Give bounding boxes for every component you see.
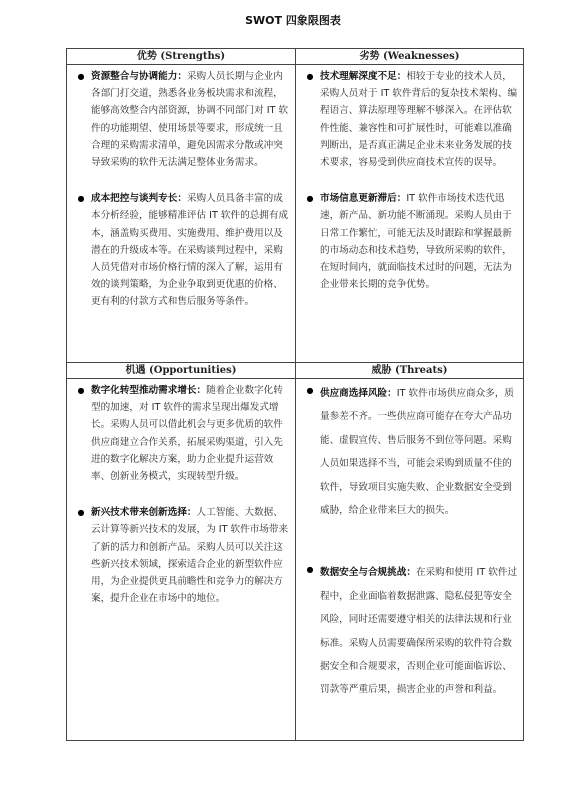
weakness-body: IT 软件市场技术迭代迅速，新产品、新功能不断涌现。采购人员由于日常工作繁忙，可能无法及时跟踪和掌握最新的市场动态和技术趋势，导致所采购的软件，在短时间内，就面临技术过时的问题，无法为企业带来长期的竞争优势。: [320, 193, 512, 291]
weaknesses-header: 劣势 (Weaknesses): [296, 49, 524, 65]
bullet-icon: ●: [77, 72, 85, 81]
weakness-body: 相较于专业的技术人员，采购人员对于 IT 软件背后的复杂技术架构、编程语言、算法原理等理解不够深入。在评估软件性能、兼容性和可扩展性时，可能难以准确判断出，是否真正满足企业未来业务发展的技术要求，容易受到供应商技术宣传的误导。: [320, 71, 518, 169]
bullet-icon: ●: [77, 508, 85, 518]
threat-item: [296, 558, 523, 701]
weakness-item: [296, 187, 523, 293]
item-spacer: [296, 171, 523, 187]
strength-title: 成本把控与谈判专长：: [91, 193, 187, 205]
weakness-item: [296, 65, 523, 171]
strength-title: 资源整合与协调能力：: [91, 71, 187, 82]
weakness-title: 市场信息更新滞后：: [320, 193, 407, 205]
threat-title: 数据安全与合规挑战：: [320, 567, 416, 579]
strengths-cell: [67, 65, 296, 363]
threat-item: [296, 379, 523, 522]
opportunity-text: [91, 504, 291, 607]
opportunity-item: [67, 379, 295, 485]
item-spacer: [67, 171, 295, 187]
strength-item: [67, 187, 295, 310]
bullet-icon: ●: [77, 386, 85, 395]
threat-title: 供应商选择风险：: [320, 388, 397, 399]
threats-cell: [296, 379, 524, 741]
opportunity-title: 数字化转型推动需求增长：: [91, 385, 207, 396]
opportunities-header: 机遇 (Opportunities): [67, 363, 296, 379]
threat-text: [320, 561, 519, 701]
weaknesses-cell: [296, 65, 524, 363]
bullet-icon: ●: [306, 565, 314, 575]
threat-text: [320, 382, 519, 522]
item-spacer: [67, 485, 295, 501]
strength-item: [67, 65, 295, 171]
weakness-title: 技术理解深度不足：: [320, 71, 407, 82]
document-title: SWOT 四象限图表: [245, 14, 341, 27]
weakness-text: [320, 68, 519, 171]
opportunity-title: 新兴技术带来创新选择：: [91, 507, 197, 519]
item-spacer: [296, 522, 523, 558]
bullet-icon: ●: [306, 386, 314, 395]
threat-body: IT 软件市场供应商众多，质量参差不齐。一些供应商可能存在夸大产品功能、虚假宣传、售后服务不到位等问题。采购人员如果选择不当，可能会采购到质量不佳的软件，导致项目实施失败、企业数据安全受到威胁，给企业带来巨大的损失。: [320, 388, 515, 517]
header-row-bottom: [67, 363, 524, 379]
weakness-text: [320, 190, 519, 293]
opportunity-body: 随着企业数字化转型的加速，对 IT 软件的需求呈现出爆发式增长。采购人员可以借此机会与更多优质的软件供应商建立合作关系，拓展采购渠道，引入先进的数字化解决方案，助力企业提升运营效率、创新业务模式，实现转型升级。: [91, 385, 283, 483]
strength-body: 采购人员长期与企业内各部门打交道，熟悉各业务板块需求和流程，能够高效整合内部资源，协调不同部门对 IT 软件的功能期望、使用场景等要求，形成统一且合理的采购需求清单，避免因需求分散或冲突导致采购的软件无法满足整体业务需求。: [91, 71, 289, 169]
strength-text: [91, 190, 291, 310]
strength-text: [91, 68, 291, 171]
bullet-icon: ●: [306, 194, 314, 204]
opportunity-text: [91, 382, 291, 485]
threats-header: 威胁 (Threats): [296, 363, 524, 379]
strengths-header: 优势 (Strengths): [67, 49, 296, 65]
opportunity-body: 人工智能、大数据、云计算等新兴技术的发展，为 IT 软件市场带来了新的活力和创新产品。采购人员可以关注这些新兴技术领域，探索适合企业的新型软件应用，为企业提供更具前瞻性和竞争力的解决方案，提升企业在市场中的地位。: [91, 507, 289, 605]
content-row-top: [67, 65, 524, 363]
bullet-icon: ●: [77, 194, 85, 204]
opportunity-item: [67, 501, 295, 607]
opportunities-cell: [67, 379, 296, 741]
threat-body: 在采购和使用 IT 软件过程中，企业面临着数据泄露、隐私侵犯等安全风险，同时还需要遵守相关的法律法规和行业标准。采购人员需要确保所采购的软件符合数据安全和合规要求，否则企业可能面临诉讼、罚款等严重后果，损害企业的声誉和利益。: [320, 567, 518, 696]
content-row-bottom: [67, 379, 524, 741]
strength-body: 采购人员具备丰富的成本分析经验，能够精准评估 IT 软件的总拥有成本，涵盖购买费用、实施费用、维护费用以及潜在的升级成本等。在采购谈判过程中，采购人员凭借对市场价格行情的深入了解，运用有效的谈判策略，为企业争取到更优惠的价格、更有利的付款方式和售后服务等条件。: [91, 193, 289, 308]
header-row-top: [67, 49, 524, 65]
swot-table: [66, 48, 524, 741]
bullet-icon: ●: [306, 72, 314, 81]
